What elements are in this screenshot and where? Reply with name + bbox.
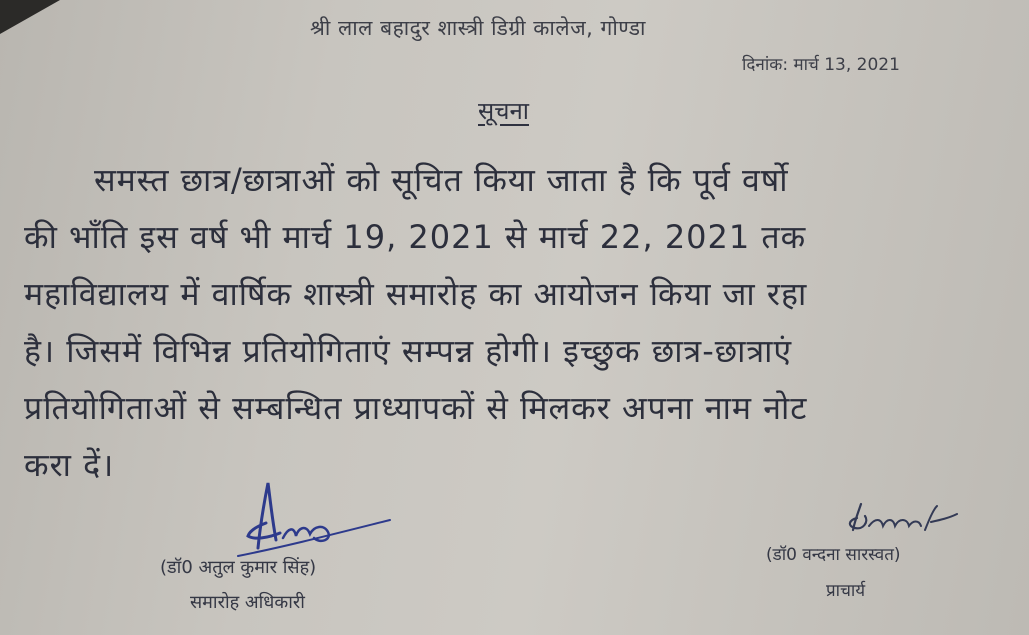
signature-right [845,500,960,540]
notice-body [24,152,999,494]
notice-line: करा दें। [24,446,115,484]
signatory-right-role: प्राचार्य [826,581,866,601]
signatory-left-name: (डॉ0 अतुल कुमार सिंह) [160,557,317,578]
signatory-right-name: (डॉ0 वन्दना सारस्वत) [766,545,901,565]
notice-line: है। जिसमें विभिन्न प्रतियोगिताएं सम्पन्न होगी। इच्छुक छात्र-छात्राएं [24,332,793,370]
notice-line: समस्त छात्र/छात्राओं को सूचित किया जाता है कि पूर्व वर्षो [94,161,789,199]
notice-heading: सूचना [478,97,529,125]
notice-line: प्रतियोगिताओं से सम्बन्धित प्राध्यापकों से मिलकर अपना नाम नोट [24,389,808,427]
signatory-left-role: समारोह अधिकारी [190,592,305,613]
notice-line: की भाँति इस वर्ष भी मार्च 19, 2021 से मार्च 22, 2021 तक [24,218,807,256]
college-name: श्री लाल बहादुर शास्त्री डिग्री कालेज, गोण्डा [310,16,646,40]
signature-left [228,478,398,558]
notice-line: महाविद्यालय में वार्षिक शास्त्री समारोह का आयोजन किया जा रहा [24,275,808,313]
notice-date: दिनांक: मार्च 13, 2021 [742,55,900,75]
background-corner [0,0,60,34]
